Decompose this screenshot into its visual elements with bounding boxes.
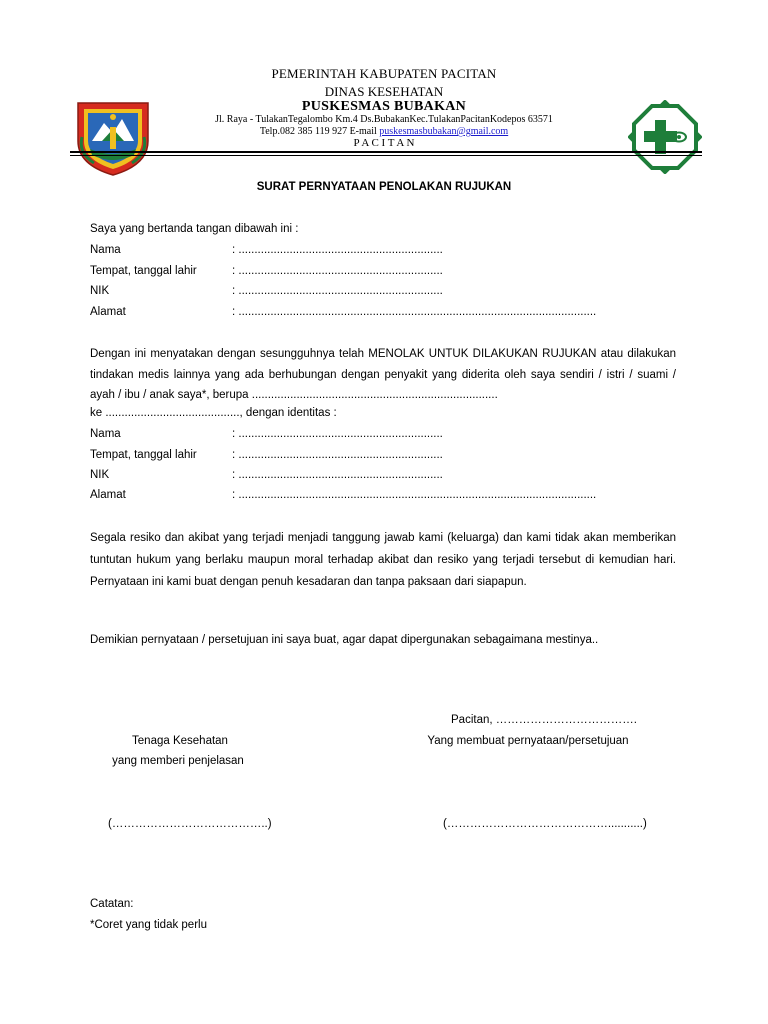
responsibility-paragraph: Segala resiko dan akibat yang terjadi menjadi tanggung jawab kami (keluarga) dan kami tidak akan memberikan tuntutan hukum yang berlaku maupun moral terhadap akibat dan resiko yang terjadi tersebut di kemudian hari. Pernyataan ini kami buat dengan penuh kesadaran dan tanpa paksaan dari siapapun.: [90, 532, 676, 588]
header-phone: Telp.082 385 119 927 E-mail: [259, 126, 377, 137]
signature-line-left: (…………………………………..): [108, 818, 272, 830]
field2-birth-label: Tempat, tanggal lahir: [90, 449, 197, 461]
notes-title: Catatan:: [90, 898, 134, 910]
header-divider-thin: [70, 155, 702, 156]
closing-text: Demikian pernyataan / persetujuan ini saya buat, agar dapat dipergunakan sebagaimana mestinya..: [90, 634, 599, 646]
field2-birth-blank: : ................................................................: [232, 449, 443, 461]
header-contact-line: [0, 126, 768, 137]
document-title: SURAT PERNYATAAN PENOLAKAN RUJUKAN: [256, 181, 512, 193]
field2-name-blank: : ................................................................: [232, 428, 443, 440]
field2-nik-blank: : ................................................................: [232, 469, 443, 481]
notes-text: *Coret yang tidak perlu: [90, 919, 207, 931]
header-department-line: DINAS KESEHATAN: [324, 84, 444, 99]
field1-birth-label: Tempat, tanggal lahir: [90, 265, 197, 277]
header-address-line: Jl. Raya - TulakanTegalombo Km.4 Ds.BubakanKec.TulakanPacitanKodepos 63571: [215, 114, 553, 125]
intro-text: Saya yang bertanda tangan dibawah ini :: [90, 223, 299, 235]
header-divider-thick: [70, 151, 702, 153]
header-organization-name: PUSKESMAS BUBAKAN: [301, 99, 467, 114]
statement-paragraph: Dengan ini menyatakan dengan sesungguhnya telah MENOLAK UNTUK DILAKUKAN RUJUKAN atau dilakukan tindakan medis lainnya yang ada berhubungan dengan penyakit yang diderita oleh saya sendiri / istri / suami / ayah / ibu / anak saya*, berupa .............................................................................: [90, 348, 676, 401]
field2-address-label: Alamat: [90, 489, 126, 501]
field1-nik-label: NIK: [90, 285, 110, 297]
field1-address-blank: : ................................................................................................................: [232, 306, 597, 318]
header-city: P A C I T A N: [353, 137, 415, 149]
header-government-line: PEMERINTAH KABUPATEN PACITAN: [271, 66, 497, 81]
signer-right-title: Yang membuat pernyataan/persetujuan: [427, 735, 629, 747]
field2-nik-label: NIK: [90, 469, 110, 481]
header-email-link[interactable]: puskesmasbubakan@gmail.com: [379, 126, 509, 137]
field1-name-label: Nama: [90, 244, 121, 256]
field2-address-blank: : ................................................................................................................: [232, 489, 597, 501]
field1-name-blank: : ................................................................: [232, 244, 443, 256]
signature-line-right: (……………………………………...........): [443, 818, 647, 830]
field1-birth-blank: : ................................................................: [232, 265, 443, 277]
field1-address-label: Alamat: [90, 306, 126, 318]
statement-paragraph-end: ke .........................................., dengan identitas :: [90, 407, 337, 419]
field2-name-label: Nama: [90, 428, 121, 440]
field1-nik-blank: : ................................................................: [232, 285, 443, 297]
signer-left-subtitle: yang memberi penjelasan: [112, 755, 244, 767]
signer-left-title: Tenaga Kesehatan: [132, 735, 228, 747]
place-date: Pacitan, ……………………………….: [451, 714, 637, 726]
